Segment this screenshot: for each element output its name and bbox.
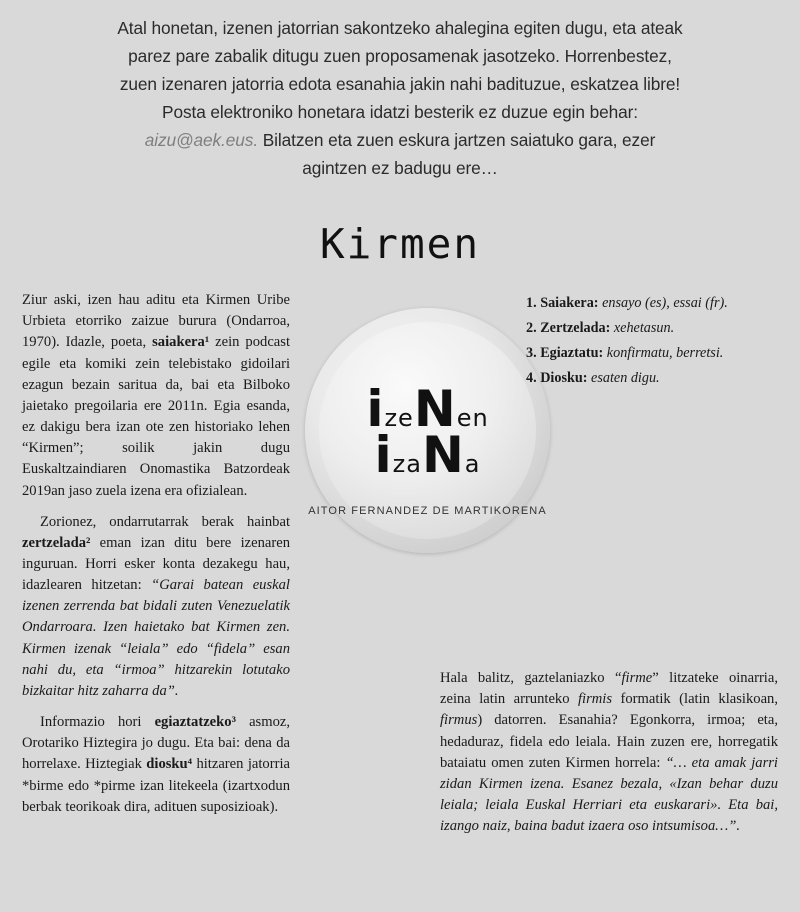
- rp1-b: ” litzateke oinarria, zeina latin arrunteko: [440, 670, 778, 708]
- lp1-a: Ziur aski, izen hau aditu eta Kirmen Uribe Urbieta etorriko zaizue burura (Ondarroa, 1970). Idazle, poeta,: [22, 292, 290, 351]
- lp1-b: zein podcast egile eta komiki zein telebistako gidoilari ezagun bezain saritua da, bai eta Bilboko jaietako pregoilaria ere 2011n. Egia esanda, ez dakigu bera izan ote zen historiako lehen “Kirmen”; soilik jakin dugu Euskaltzaindiaren Onomastika Batzordeak 2019an jaso zuela izena era ofizialean.: [22, 334, 291, 499]
- left-paragraph-1: [22, 290, 290, 502]
- logo-l2-p4: a: [464, 450, 481, 479]
- glossary-number: 4.: [526, 370, 537, 387]
- left-paragraph-3: [22, 712, 290, 818]
- logo-line-2: [305, 426, 550, 485]
- intro-line-5: Bilatzen eta zuen eskura jartzen saiatuko gara, ezer: [258, 130, 656, 151]
- lp2-a: Zorionez, ondarrutarrak berak hainbat: [40, 513, 290, 530]
- article-body: [0, 290, 800, 850]
- left-paragraph-2: [22, 512, 290, 702]
- glossary-number: 3.: [526, 345, 537, 362]
- intro-line-2: parez pare zabalik ditugu zuen proposamenak jasotzeko. Horrenbestez,: [128, 46, 672, 67]
- contact-email-link[interactable]: aizu@aek.eus.: [144, 130, 259, 151]
- glossary-number: 1.: [526, 295, 537, 312]
- right-column: [440, 668, 778, 837]
- logo-l2-p1: i: [374, 426, 393, 485]
- left-column: [22, 290, 290, 818]
- word-firmus: firmus: [440, 712, 478, 729]
- word-firmis: firmis: [577, 691, 613, 708]
- rp1-c: formatik (latin klasikoan,: [612, 691, 778, 708]
- word-firme: firme: [621, 670, 653, 687]
- glossary-gloss: konfirmatu, berretsi.: [606, 345, 724, 362]
- page-title: Kirmen: [319, 220, 481, 269]
- logo-l1-p1: i: [366, 380, 385, 439]
- term-diosku: diosku⁴: [146, 756, 193, 773]
- quote-uribe: “Garai batean euskal izenen zerrenda bat bidali zuten Venezuelatik Ondarroara. Izen haietako bat Kirmen zen. Kirmen izenak “leiala” edo “fidela” esan nahi du, eta “irmoa” hitzarekin lotutako bizkaitar hitz zaharra da”.: [22, 577, 290, 699]
- intro-line-4: Posta elektroniko honetara idatzi besterik ez duzue egin behar:: [162, 102, 638, 123]
- logo-l1-p4: en: [456, 404, 489, 433]
- glossary-term: Saiakera:: [540, 295, 599, 312]
- glossary-gloss: ensayo (es), essai (fr).: [602, 295, 728, 312]
- logo-l1-p2: ze: [384, 404, 414, 433]
- glossary-item: [526, 292, 778, 315]
- lp3-a: Informazio hori: [40, 714, 155, 731]
- glossary-item: [526, 367, 778, 390]
- rp1-a: Hala balitz, gaztelaniazko “: [440, 670, 622, 687]
- term-saiakera: saiakera¹: [152, 334, 210, 351]
- lp3-c: hitzaren jatorria *birme edo *pirme izan litekeela (izartxodun berbak teorikoak dira, adituen suposizioak).: [22, 756, 290, 815]
- glossary-number: 2.: [526, 320, 537, 337]
- intro-line-3: zuen izenaren jatorria edota esanahia jakin nahi badituzue, eskatzea libre!: [119, 74, 681, 95]
- term-egiaztatzeko: egiaztatzeko³: [154, 714, 236, 731]
- intro-line-6: agintzen ez badugu ere…: [302, 158, 498, 179]
- lp2-b: eman izan ditu bere izenaren inguruan. Horri esker konta dezakegu hau, idazlearen hitzetan:: [22, 534, 290, 594]
- logo-l1-p3: N: [413, 380, 457, 439]
- logo-author-credit: AITOR FERNANDEZ DE MARTIKORENA: [308, 505, 547, 518]
- glossary-item: [526, 317, 778, 340]
- glossary-term: Zertzelada:: [540, 320, 611, 337]
- glossary-list: [526, 292, 778, 392]
- izenezana-logo: [305, 308, 550, 553]
- glossary-term: Egiaztatu:: [540, 345, 604, 362]
- glossary-gloss: esaten digu.: [591, 370, 660, 387]
- quote-kirmen: “… eta amak jarri zidan Kirmen izena. Esanez bezala, «Izan behar duzu leiala; leiala Euskal Herriari eta euskarari». Eta bai, izango naiz, baina badut izaera oso intsumisoa…”.: [440, 754, 778, 835]
- term-zertzelada: zertzelada²: [22, 534, 91, 551]
- logo-l2-p2: za: [392, 450, 422, 479]
- rp1-d: ) datorren. Esanahia? Egonkorra, irmoa; eta, hedaduraz, fidela edo leiala. Hain zuzen ere, horregatik bataiatu omen zuten Kirmen horrela:: [440, 712, 778, 771]
- glossary-item: [526, 342, 778, 365]
- intro-paragraph: [0, 0, 800, 182]
- glossary-gloss: xehetasun.: [613, 320, 675, 337]
- intro-line-1: Atal honetan, izenen jatorrian sakontzeko ahalegina egiten dugu, eta ateak: [117, 18, 683, 38]
- lp3-b: asmoz, Orotariko Hiztegira jo dugu. Eta bai: dena da horrelaxe. Hiztegiak: [22, 714, 290, 773]
- logo-wordmark: [305, 380, 550, 485]
- right-paragraph-1: [440, 668, 778, 837]
- logo-l2-p3: N: [421, 426, 465, 485]
- glossary-term: Diosku:: [540, 370, 588, 387]
